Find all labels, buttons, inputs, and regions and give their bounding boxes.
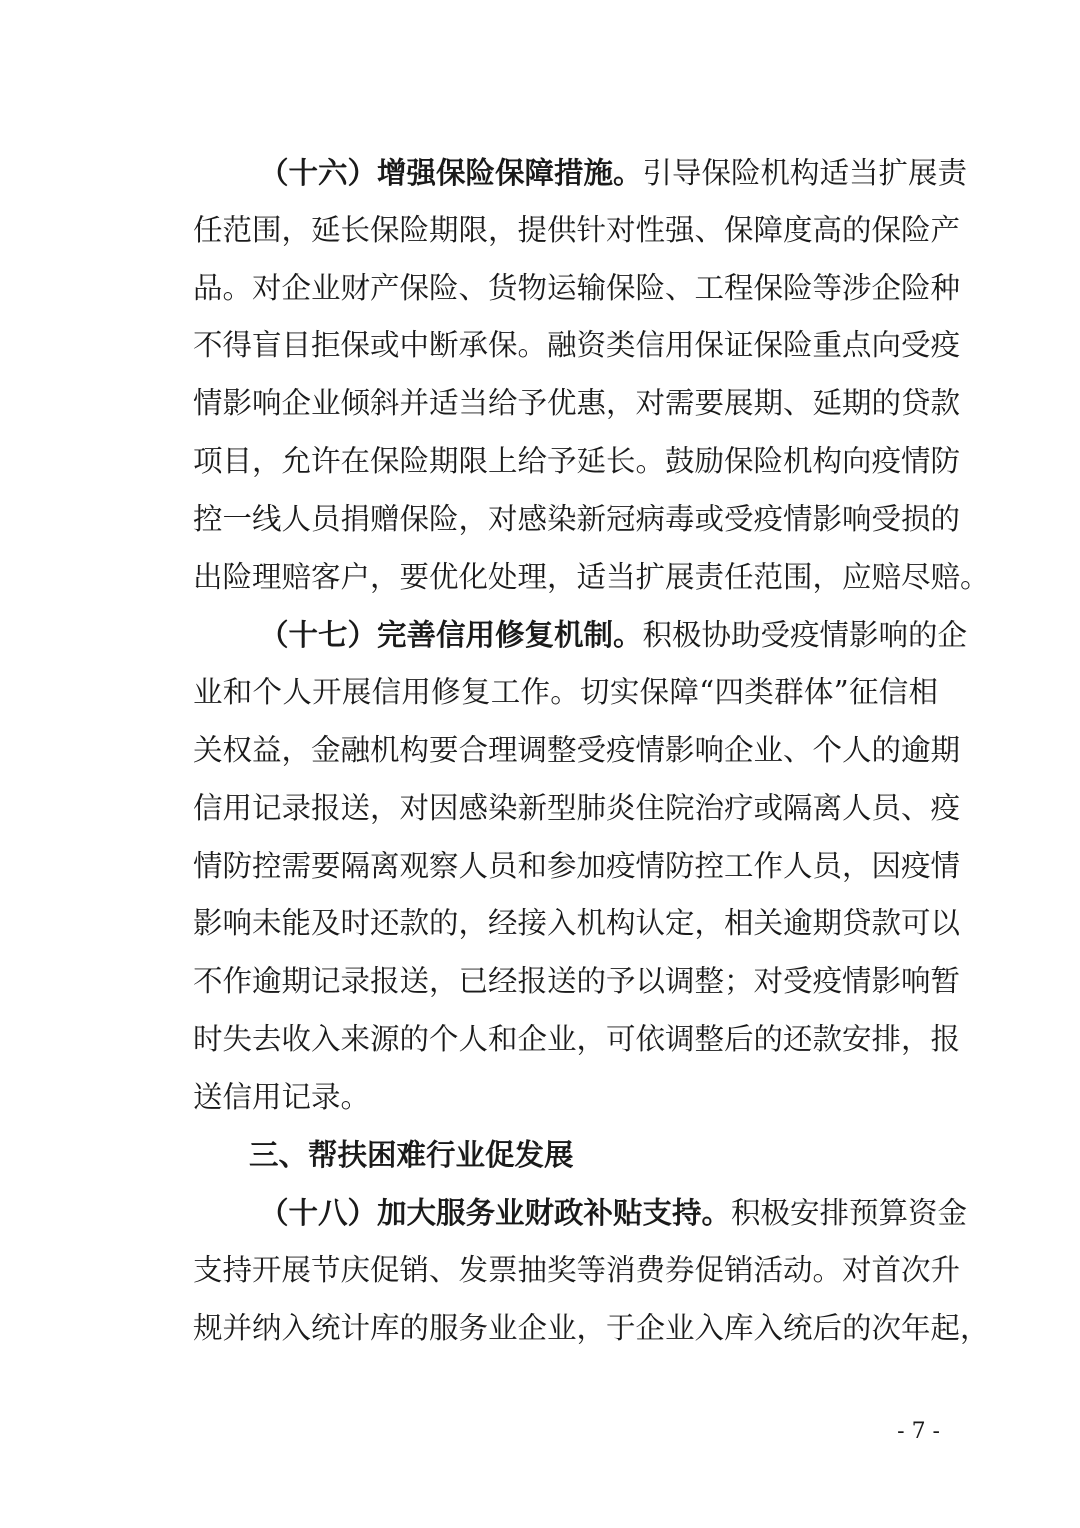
paragraph-17-line: 信用记录报送，对因感染新型肺炎住院治疗或隔离人员、疫 <box>193 790 961 825</box>
paragraph-16-line: 任范围，延长保险期限，提供针对性强、保障度高的保险产 <box>193 212 961 247</box>
paragraph-18-line-1 <box>193 1184 968 1242</box>
paragraph-16-line-1 <box>193 144 968 202</box>
paragraph-16-first-line-text: 引导保险机构适当扩展责 <box>642 156 968 190</box>
paragraph-16-title: （十六）增强保险保障措施。 <box>259 155 643 190</box>
paragraph-17-line-1 <box>193 606 968 664</box>
paragraph-17-first-line-text: 积极协助受疫情影响的企 <box>642 618 968 653</box>
paragraph-18-first-line-text: 积极安排预算资金 <box>731 1196 968 1231</box>
paragraph-16-line: 项目，允许在保险期限上给予延长。鼓励保险机构向疫情防 <box>193 443 961 478</box>
paragraph-17-line: 送信用记录。 <box>193 1079 371 1114</box>
section-heading: 三、帮扶困难行业促发展 <box>249 1137 574 1172</box>
paragraph-17-line: 时失去收入来源的个人和企业，可依调整后的还款安排，报 <box>193 1021 961 1056</box>
paragraph-17-title: （十七）完善信用修复机制。 <box>259 617 643 653</box>
paragraph-18-title: （十八）加大服务业财政补贴支持。 <box>259 1195 732 1231</box>
paragraph-17-line: 情防控需要隔离观察人员和参加疫情防控工作人员，因疫情 <box>193 848 961 883</box>
paragraph-17-line: 业和个人开展信用修复工作。切实保障“四类群体”征信相 <box>193 675 938 710</box>
paragraph-17-line: 影响未能及时还款的，经接入机构认定，相关逾期贷款可以 <box>193 906 961 941</box>
body-text <box>193 144 990 1358</box>
page-number: - 7 - <box>897 1419 940 1444</box>
paragraph-16-line: 控一线人员捐赠保险，对感染新冠病毒或受疫情影响受损的 <box>193 501 961 536</box>
paragraph-16-line: 品。对企业财产保险、货物运输保险、工程保险等涉企险种 <box>193 270 961 305</box>
paragraph-18-line: 支持开展节庆促销、发票抽奖等消费券促销活动。对首次升 <box>193 1253 961 1288</box>
paragraph-17-line: 关权益，金融机构要合理调整受疫情影响企业、个人的逾期 <box>193 732 961 767</box>
paragraph-16-line: 出险理赔客户，要优化处理，适当扩展责任范围，应赔尽赔。 <box>193 559 990 594</box>
paragraph-17-line: 不作逾期记录报送，已经报送的予以调整；对受疫情影响暂 <box>193 964 961 999</box>
paragraph-18-line: 规并纳入统计库的服务业企业，于企业入库入统后的次年起， <box>193 1310 990 1345</box>
paragraph-16-line: 不得盲目拒保或中断承保。融资类信用保证保险重点向受疫 <box>193 328 961 363</box>
paragraph-16-line: 情影响企业倾斜并适当给予优惠，对需要展期、延期的贷款 <box>193 386 961 421</box>
